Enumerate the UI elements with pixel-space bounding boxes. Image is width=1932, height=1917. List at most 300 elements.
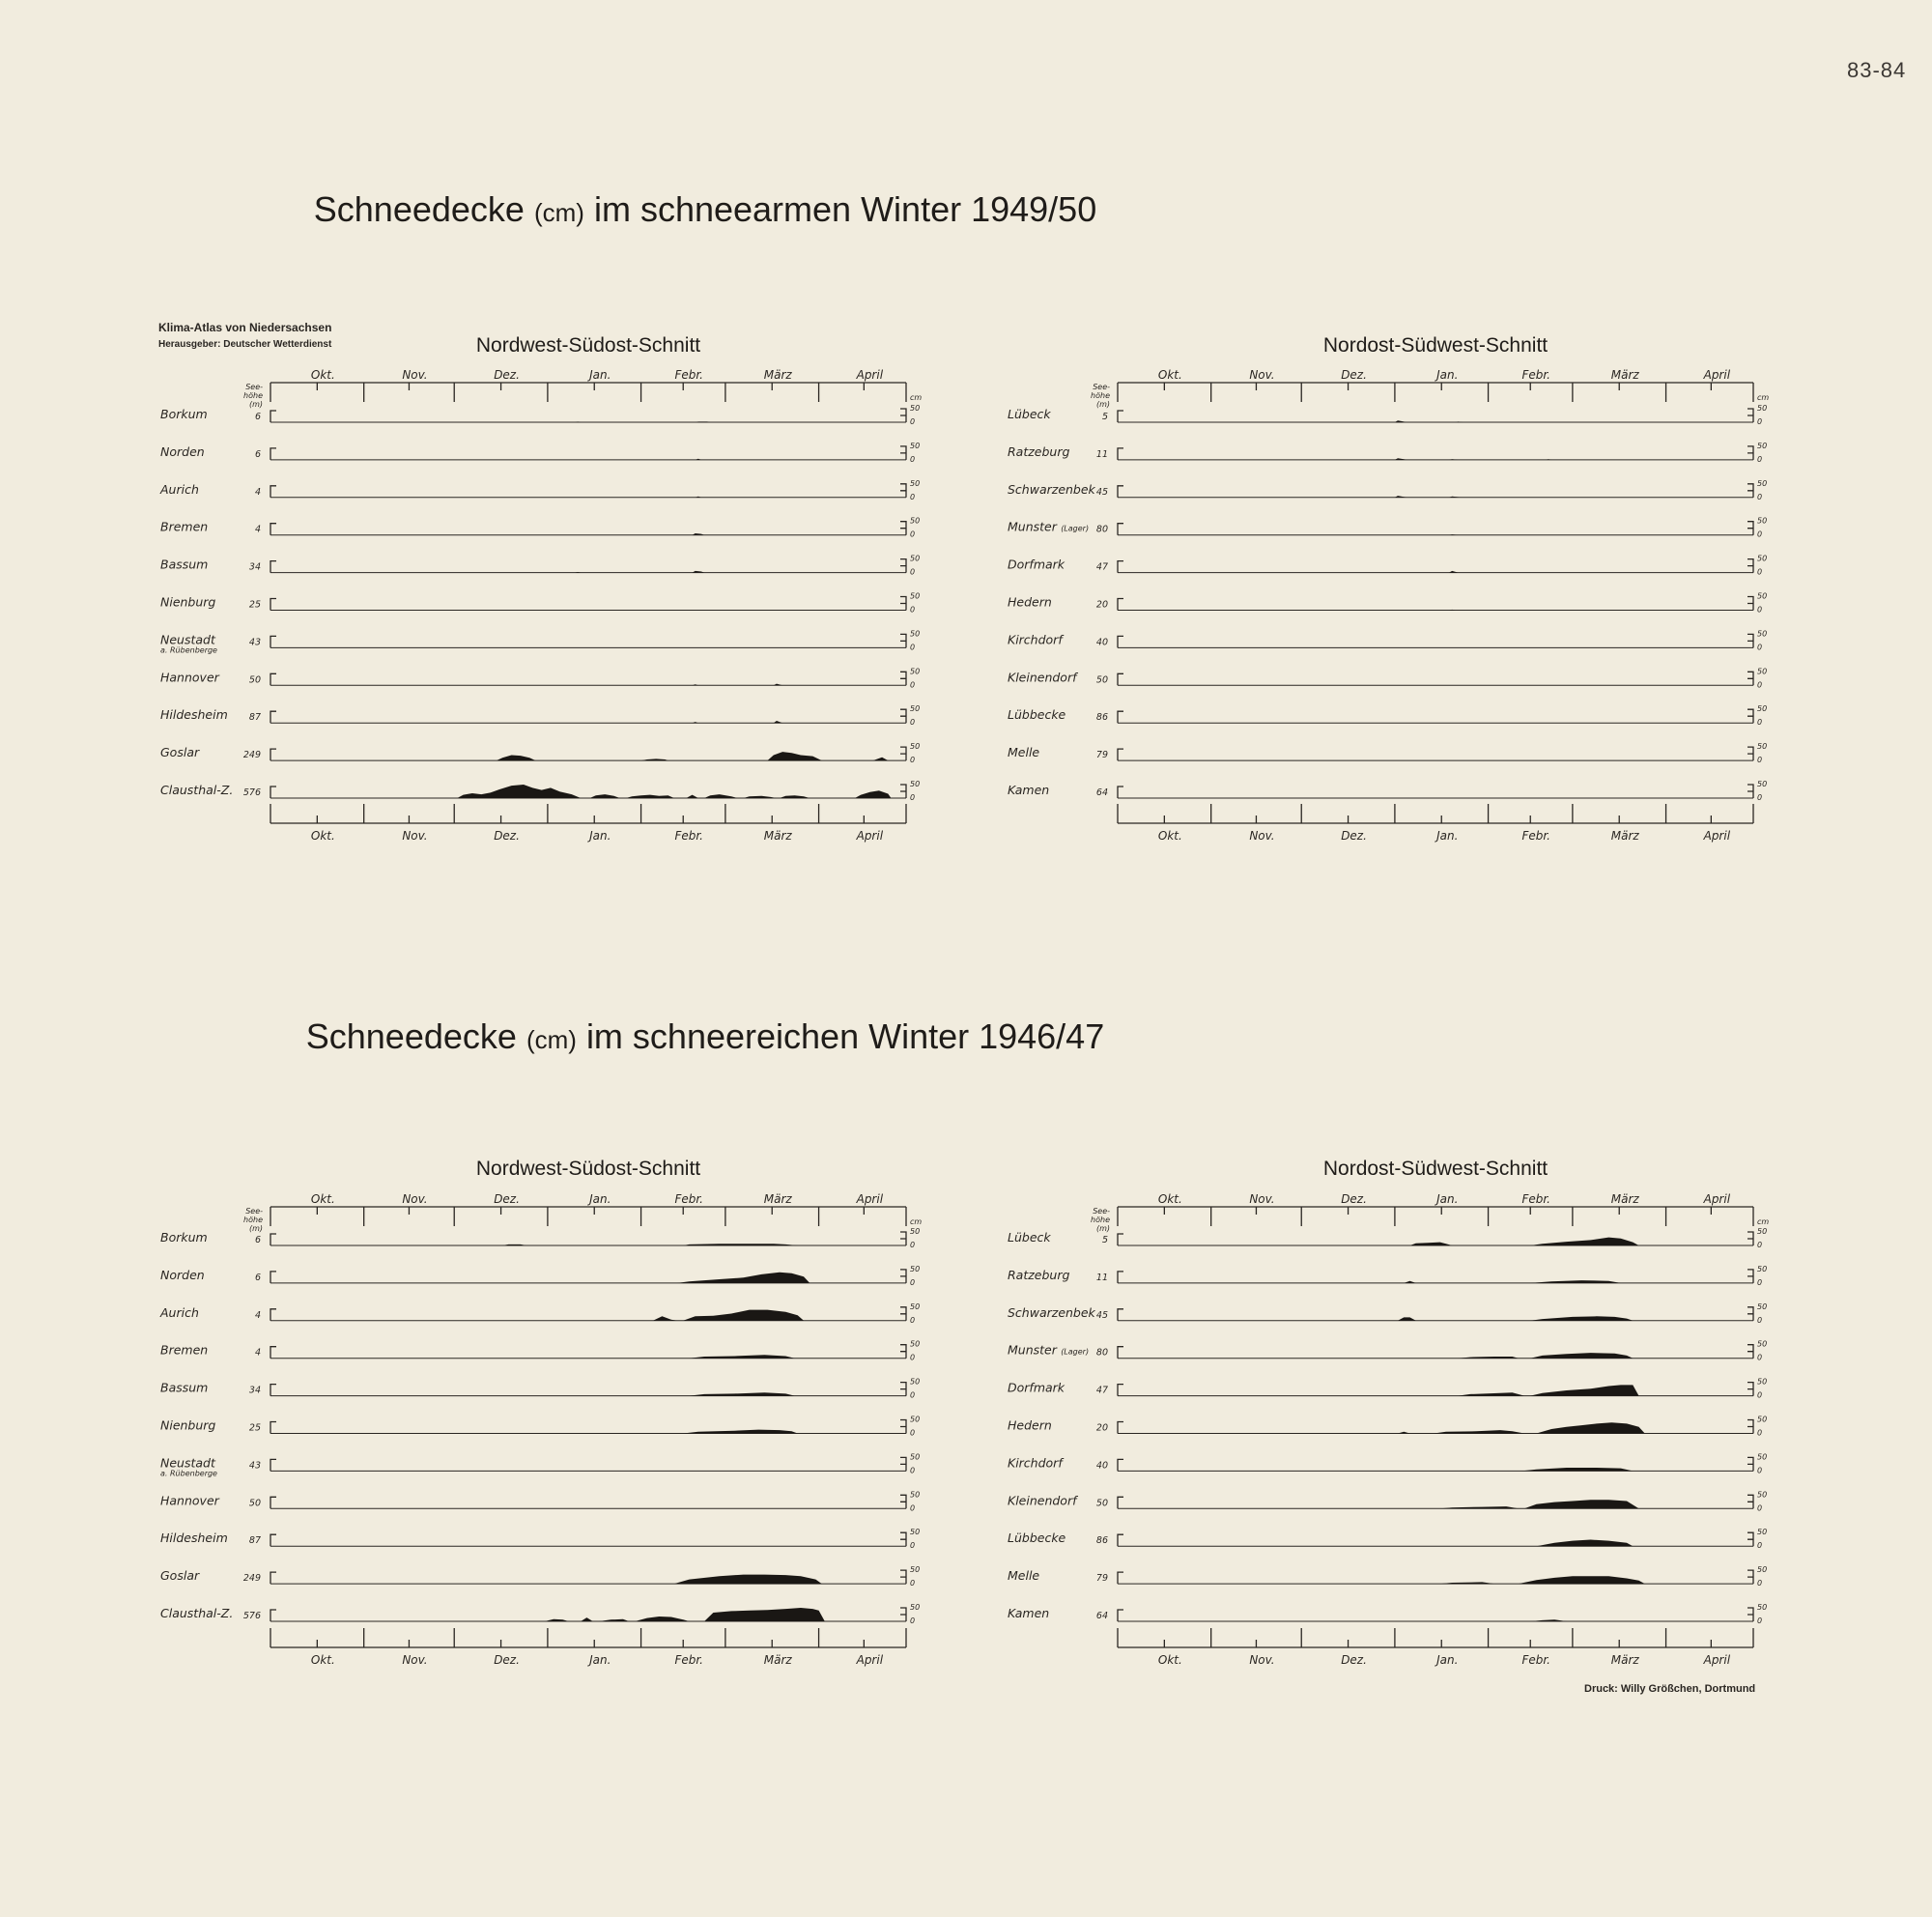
cm-header: cm: [910, 1217, 923, 1226]
month-label: Jan.: [589, 368, 611, 382]
month-label: April: [1703, 829, 1731, 843]
right-scale-bracket: [1747, 1457, 1753, 1471]
station-elevation: 4: [254, 1309, 261, 1321]
month-label: April: [856, 1653, 884, 1667]
snow-depth-area: [1395, 458, 1407, 460]
month-label: April: [856, 829, 884, 843]
left-scale-bracket: [1118, 1385, 1123, 1396]
snow-depth-area: [581, 1617, 593, 1621]
scale-label-0: 0: [910, 1353, 916, 1362]
month-label: Febr.: [1521, 1653, 1551, 1667]
left-scale-bracket: [1118, 1234, 1123, 1245]
right-scale-bracket: [900, 1457, 906, 1471]
left-scale-bracket: [270, 599, 276, 611]
right-scale-bracket: [900, 1307, 906, 1321]
elevation-header: höhe: [1091, 391, 1110, 400]
month-label: Dez.: [494, 1653, 520, 1667]
month-label: März: [763, 1192, 792, 1206]
elevation-header: höhe: [1091, 1216, 1110, 1224]
snow-depth-area: [704, 1608, 825, 1621]
scale-label-50: 50: [910, 404, 921, 413]
snow-depth-area: [1530, 1353, 1633, 1359]
month-label: März: [1610, 368, 1639, 382]
elevation-header: (m): [248, 400, 263, 409]
elevation-header: (m): [248, 1224, 263, 1233]
snow-depth-area: [1395, 496, 1407, 498]
left-scale-bracket: [1118, 1309, 1123, 1321]
right-scale-bracket: [900, 1383, 906, 1396]
scale-label-50: 50: [910, 780, 921, 788]
left-scale-bracket: [1118, 1497, 1123, 1508]
station-elevation: 80: [1095, 1347, 1108, 1359]
scale-label-0: 0: [910, 1277, 916, 1287]
snow-depth-area: [1519, 1576, 1645, 1584]
snow-depth-area: [693, 533, 705, 535]
left-scale-bracket: [270, 749, 276, 760]
scale-label-0: 0: [1757, 1428, 1763, 1438]
left-scale-bracket: [1118, 787, 1123, 798]
scale-label-0: 0: [910, 718, 916, 728]
month-label: Jan.: [1436, 829, 1459, 843]
left-scale-bracket: [1118, 1422, 1123, 1434]
scale-label-50: 50: [1757, 1452, 1768, 1462]
right-scale-bracket: [1747, 634, 1753, 647]
month-label: Nov.: [1249, 1653, 1275, 1667]
scale-label-0: 0: [1757, 1241, 1763, 1249]
right-scale-bracket: [1747, 409, 1753, 422]
left-scale-bracket: [1118, 524, 1123, 535]
left-scale-bracket: [270, 1385, 276, 1396]
snow-depth-area: [590, 794, 620, 798]
scale-label-0: 0: [910, 567, 916, 577]
scale-label-50: 50: [1757, 591, 1768, 601]
left-scale-bracket: [270, 1422, 276, 1434]
snow-depth-area: [690, 1392, 795, 1395]
scale-label-50: 50: [1757, 404, 1768, 413]
cm-header: cm: [910, 393, 923, 402]
snow-depth-area: [873, 758, 889, 760]
month-label: Febr.: [1521, 368, 1551, 382]
scale-label-50: 50: [910, 1227, 921, 1236]
snow-depth-area: [1530, 1238, 1638, 1245]
left-scale-bracket: [1118, 411, 1123, 422]
station-label: Lübbecke: [1008, 1531, 1066, 1546]
left-scale-bracket: [270, 524, 276, 535]
month-label: März: [763, 368, 792, 382]
station-elevation: 6: [254, 1235, 261, 1245]
scale-label-50: 50: [1757, 1377, 1768, 1387]
left-scale-bracket: [270, 711, 276, 723]
cm-header: cm: [1757, 1217, 1770, 1226]
station-elevation: 87: [248, 712, 261, 724]
scale-label-0: 0: [910, 1428, 916, 1438]
scale-label-50: 50: [910, 1565, 921, 1575]
station-label: Hannover: [160, 670, 219, 685]
station-elevation: 47: [1095, 1385, 1108, 1396]
left-scale-bracket: [270, 1497, 276, 1508]
elevation-header: höhe: [243, 1216, 263, 1224]
station-elevation: 5: [1101, 1235, 1108, 1245]
right-scale-bracket: [900, 747, 906, 760]
station-elevation: 249: [242, 1573, 261, 1585]
snow-depth-area: [768, 752, 822, 760]
station-label: Kirchdorf: [1008, 1455, 1063, 1471]
snow-depth-area: [1440, 1582, 1494, 1584]
snow-depth-area: [683, 1310, 804, 1321]
month-label: Dez.: [494, 829, 520, 843]
snow-depth-area: [545, 1619, 569, 1621]
scale-label-0: 0: [910, 605, 916, 615]
month-label: Nov.: [402, 1192, 428, 1206]
station-label: Borkum: [160, 407, 208, 421]
station-label: Goslar: [160, 745, 200, 760]
station-elevation: 87: [248, 1535, 261, 1547]
snow-depth-area: [457, 785, 581, 798]
right-scale-bracket: [900, 1232, 906, 1245]
station-note: a. Rübenberge: [160, 1469, 217, 1478]
station-label: Clausthal-Z.: [160, 1606, 234, 1620]
scale-label-0: 0: [910, 1390, 916, 1400]
snow-depth-area: [1398, 1317, 1416, 1320]
left-scale-bracket: [270, 636, 276, 647]
scale-label-0: 0: [1757, 454, 1763, 464]
scale-label-0: 0: [1757, 492, 1763, 501]
scale-label-50: 50: [910, 1603, 921, 1612]
scale-label-0: 0: [1757, 529, 1763, 539]
scale-label-50: 50: [1757, 1490, 1768, 1500]
station-label: Lübbecke: [1008, 707, 1066, 723]
right-scale-bracket: [900, 1495, 906, 1508]
month-label: Dez.: [494, 1192, 520, 1206]
scale-label-50: 50: [910, 554, 921, 563]
right-scale-bracket: [1747, 597, 1753, 611]
scale-label-0: 0: [1757, 1617, 1763, 1625]
snow-depth-area: [686, 795, 697, 798]
month-label: Febr.: [1521, 1192, 1551, 1206]
station-elevation: 576: [242, 1611, 261, 1621]
station-elevation: 34: [248, 561, 261, 573]
left-scale-bracket: [1118, 1610, 1123, 1621]
month-label: Nov.: [402, 368, 428, 382]
snow-depth-area: [599, 1619, 629, 1621]
scale-label-50: 50: [1757, 441, 1768, 450]
scale-label-0: 0: [1757, 1503, 1763, 1513]
station-label: Clausthal-Z.: [160, 783, 234, 797]
month-label: März: [763, 829, 792, 843]
left-scale-bracket: [270, 448, 276, 460]
snow-depth-area: [626, 795, 674, 798]
month-label: Okt.: [310, 1192, 335, 1206]
right-scale-bracket: [1747, 1570, 1753, 1584]
scale-label-50: 50: [910, 1415, 921, 1424]
scale-label-0: 0: [910, 643, 916, 652]
month-label: Nov.: [402, 1653, 428, 1667]
station-elevation: 50: [248, 674, 261, 686]
station-label: Aurich: [160, 481, 199, 497]
station-label: Dorfmark: [1008, 557, 1065, 572]
month-label: Nov.: [1249, 829, 1275, 843]
scale-label-50: 50: [1757, 1415, 1768, 1424]
right-scale-bracket: [1747, 559, 1753, 573]
station-elevation: 79: [1095, 1573, 1108, 1585]
left-scale-bracket: [270, 486, 276, 498]
station-label: Hildesheim: [160, 707, 228, 723]
station-elevation: 79: [1095, 750, 1108, 761]
month-label: Okt.: [1157, 368, 1182, 382]
snow-depth-area: [696, 497, 701, 498]
month-label: Febr.: [674, 1653, 704, 1667]
station-elevation: 5: [1101, 412, 1108, 422]
snow-depth-area: [1537, 1540, 1634, 1547]
station-label: Munster: [1008, 519, 1057, 534]
station-elevation: 50: [1095, 674, 1108, 686]
snow-depth-area: [674, 1575, 822, 1585]
scale-label-0: 0: [1757, 1541, 1763, 1551]
station-note: a. Rübenberge: [160, 645, 217, 655]
snow-depth-area: [693, 722, 698, 723]
scale-label-50: 50: [910, 1490, 921, 1500]
scale-label-0: 0: [1757, 1353, 1763, 1362]
right-scale-bracket: [1747, 484, 1753, 498]
right-scale-bracket: [1747, 1532, 1753, 1546]
scale-label-0: 0: [1757, 1579, 1763, 1588]
panel-title: Nordwest-Südost-Schnitt: [475, 1158, 701, 1180]
month-label: April: [1703, 1192, 1731, 1206]
station-label: Melle: [1008, 745, 1040, 760]
station-note: (Lager): [1061, 524, 1090, 533]
station-label: Kamen: [1008, 1606, 1050, 1620]
scale-label-50: 50: [910, 441, 921, 450]
snow-depth-area: [693, 571, 705, 573]
station-label: Borkum: [160, 1230, 208, 1245]
month-label: März: [1610, 1653, 1639, 1667]
scale-label-0: 0: [910, 680, 916, 690]
station-label: Aurich: [160, 1304, 199, 1320]
left-scale-bracket: [1118, 599, 1123, 611]
station-label: Nienburg: [160, 1417, 216, 1433]
right-scale-bracket: [900, 522, 906, 535]
snow-depth-area: [744, 796, 777, 798]
snow-depth-area: [1458, 1392, 1524, 1395]
scale-label-50: 50: [910, 629, 921, 639]
right-scale-bracket: [900, 559, 906, 573]
snow-depth-area: [653, 1316, 677, 1321]
station-elevation: 43: [248, 637, 261, 648]
snow-depth-area: [693, 684, 698, 685]
right-scale-bracket: [900, 1345, 906, 1359]
title-unit: (cm): [526, 1025, 577, 1054]
station-elevation: 249: [242, 750, 261, 761]
scale-label-50: 50: [1757, 1264, 1768, 1273]
station-label: Lübeck: [1008, 407, 1051, 421]
snow-depth-area: [497, 756, 536, 761]
scale-label-50: 50: [910, 591, 921, 601]
title-word: Schneedecke: [305, 1016, 517, 1056]
scale-label-0: 0: [910, 1503, 916, 1513]
elevation-header: See-: [245, 1207, 263, 1216]
month-label: Nov.: [1249, 1192, 1275, 1206]
right-scale-bracket: [900, 446, 906, 460]
scale-label-0: 0: [1757, 605, 1763, 615]
scale-label-50: 50: [1757, 780, 1768, 788]
snow-depth-area: [641, 758, 668, 760]
title-unit: (cm): [533, 198, 584, 227]
panel-title: Nordost-Südwest-Schnitt: [1322, 334, 1548, 357]
month-label: Jan.: [1436, 1653, 1459, 1667]
station-elevation: 50: [1095, 1498, 1108, 1509]
right-scale-bracket: [900, 1270, 906, 1283]
station-elevation: 20: [1095, 1422, 1108, 1434]
station-elevation: 45: [1095, 486, 1108, 498]
snow-depth-area: [1440, 1506, 1519, 1508]
left-scale-bracket: [270, 787, 276, 798]
scale-label-50: 50: [910, 704, 921, 714]
left-scale-bracket: [270, 1347, 276, 1359]
right-scale-bracket: [1747, 1232, 1753, 1245]
station-elevation: 64: [1095, 787, 1108, 798]
snow-depth-area: [774, 721, 782, 723]
month-label: Okt.: [310, 829, 335, 843]
month-label: Dez.: [1341, 1192, 1367, 1206]
scale-label-50: 50: [910, 742, 921, 752]
elevation-header: See-: [1093, 1207, 1110, 1216]
snow-depth-area: [1449, 571, 1458, 573]
left-scale-bracket: [1118, 1534, 1123, 1546]
scale-label-0: 0: [1757, 643, 1763, 652]
left-scale-bracket: [1118, 636, 1123, 647]
month-label: Jan.: [1436, 368, 1459, 382]
left-scale-bracket: [270, 1534, 276, 1546]
station-elevation: 576: [242, 787, 261, 798]
scale-label-50: 50: [1757, 742, 1768, 752]
left-scale-bracket: [270, 1234, 276, 1245]
station-elevation: 11: [1095, 1272, 1108, 1283]
station-elevation: 86: [1095, 1535, 1108, 1547]
station-elevation: 45: [1095, 1309, 1108, 1321]
month-label: April: [856, 368, 884, 382]
publisher-line: Herausgeber: Deutscher Wetterdienst: [158, 339, 332, 350]
month-label: März: [763, 1653, 792, 1667]
snow-depth-area: [1530, 1316, 1633, 1321]
scale-label-0: 0: [910, 529, 916, 539]
station-elevation: 4: [254, 524, 261, 535]
station-elevation: 20: [1095, 599, 1108, 611]
station-label: Ratzeburg: [1008, 1267, 1070, 1282]
station-label: Norden: [160, 1267, 205, 1282]
snow-depth-area: [683, 1244, 798, 1245]
right-scale-bracket: [900, 1570, 906, 1584]
scale-label-0: 0: [910, 492, 916, 501]
station-elevation: 86: [1095, 712, 1108, 724]
printer-credit: Druck: Willy Größchen, Dortmund: [1584, 1683, 1756, 1695]
left-scale-bracket: [270, 1610, 276, 1621]
left-scale-bracket: [270, 1459, 276, 1471]
station-label: Bassum: [160, 557, 209, 572]
snow-depth-area: [780, 795, 810, 798]
title-rest: im schneearmen Winter 1949/50: [593, 189, 1097, 229]
left-scale-bracket: [1118, 1272, 1123, 1283]
scale-label-50: 50: [1757, 1603, 1768, 1612]
scale-label-50: 50: [1757, 1302, 1768, 1311]
station-label: Bremen: [160, 519, 209, 534]
snow-depth-area: [683, 1430, 798, 1434]
station-label: Hedern: [1008, 594, 1052, 610]
atlas-name: Klima-Atlas von Niedersachsen: [158, 321, 332, 334]
station-label: Kleinendorf: [1008, 1493, 1077, 1508]
right-scale-bracket: [900, 484, 906, 498]
snow-depth-area: [635, 1617, 689, 1621]
scale-label-50: 50: [1757, 629, 1768, 639]
month-label: April: [856, 1192, 884, 1206]
scale-label-50: 50: [910, 667, 921, 676]
left-scale-bracket: [1118, 673, 1123, 685]
scale-label-50: 50: [1757, 1528, 1768, 1537]
right-scale-bracket: [900, 409, 906, 422]
snow-depth-area: [1449, 497, 1462, 498]
snow-depth-area: [1404, 1281, 1415, 1283]
snow-depth-area: [1521, 1468, 1633, 1471]
scale-label-0: 0: [1757, 1315, 1763, 1325]
snow-depth-area: [690, 1355, 795, 1358]
left-scale-bracket: [1118, 1459, 1123, 1471]
right-scale-bracket: [900, 672, 906, 685]
left-scale-bracket: [1118, 561, 1123, 573]
left-scale-bracket: [1118, 486, 1123, 498]
station-label: Schwarzenbek: [1008, 1304, 1095, 1320]
left-scale-bracket: [1118, 448, 1123, 460]
scale-label-0: 0: [910, 1541, 916, 1551]
scale-label-0: 0: [910, 1241, 916, 1249]
month-label: März: [1610, 829, 1639, 843]
right-scale-bracket: [900, 1608, 906, 1621]
month-label: März: [1610, 1192, 1639, 1206]
right-scale-bracket: [1747, 672, 1753, 685]
month-label: April: [1703, 1653, 1731, 1667]
snow-depth-area: [1537, 1422, 1645, 1433]
station-elevation: 4: [254, 1347, 261, 1359]
snow-depth-area: [677, 1273, 810, 1283]
station-elevation: 6: [254, 448, 261, 460]
station-label: Melle: [1008, 1568, 1040, 1584]
station-elevation: 50: [248, 1498, 261, 1509]
scale-label-0: 0: [910, 417, 916, 426]
scale-label-0: 0: [910, 1315, 916, 1325]
station-label: Kamen: [1008, 783, 1050, 797]
station-label: Ratzeburg: [1008, 443, 1070, 459]
month-label: Jan.: [1436, 1192, 1459, 1206]
right-scale-bracket: [900, 634, 906, 647]
month-label: Febr.: [674, 368, 704, 382]
right-scale-bracket: [1747, 709, 1753, 723]
scale-label-50: 50: [910, 1302, 921, 1311]
station-elevation: 43: [248, 1460, 261, 1472]
station-label: Nienburg: [160, 594, 216, 610]
month-label: Jan.: [589, 1653, 611, 1667]
left-scale-bracket: [270, 411, 276, 422]
month-label: Febr.: [1521, 829, 1551, 843]
scale-label-50: 50: [1757, 704, 1768, 714]
station-label: Hedern: [1008, 1417, 1052, 1433]
panel-title: Nordost-Südwest-Schnitt: [1322, 1158, 1548, 1180]
station-label: Goslar: [160, 1568, 200, 1584]
snow-depth-area: [1530, 1619, 1567, 1621]
left-scale-bracket: [1118, 711, 1123, 723]
snow-depth-area: [1524, 1500, 1639, 1508]
elevation-header: höhe: [243, 391, 263, 400]
month-label: Dez.: [1341, 1653, 1367, 1667]
scale-label-50: 50: [1757, 516, 1768, 526]
station-label: Schwarzenbek: [1008, 481, 1095, 497]
